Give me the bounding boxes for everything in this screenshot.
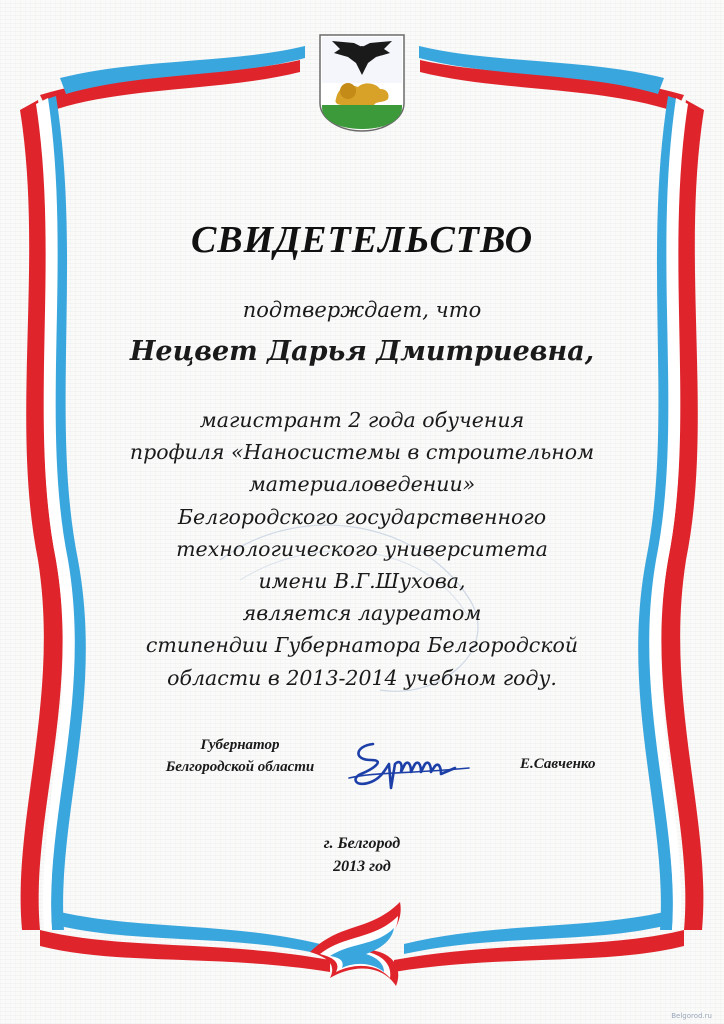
- body-line: стипендии Губернатора Белгородской: [145, 633, 579, 658]
- body-line: Белгородского государственного: [177, 504, 547, 529]
- recipient-name: Нецвет Дарья Дмитриевна,: [129, 336, 595, 367]
- year-text: 2013 год: [333, 858, 391, 875]
- place-text: г. Белгород: [323, 835, 401, 852]
- confirms-text: подтверждает, что: [242, 298, 482, 322]
- body-line: имени В.Г.Шухова,: [258, 569, 466, 594]
- signatory-title-line: Губернатор: [200, 737, 280, 753]
- body-line: материаловедении»: [248, 472, 476, 497]
- signature: [345, 738, 475, 798]
- body-line: технологического университета: [176, 536, 548, 561]
- body-line: области в 2013-2014 учебном году.: [167, 665, 557, 690]
- body-line: является лауреатом: [242, 601, 482, 626]
- certificate-body: [0, 404, 724, 694]
- bird-flag-logo: [300, 882, 430, 992]
- coat-of-arms-emblem: [318, 33, 406, 133]
- body-line: магистрант 2 года обучения: [199, 408, 525, 432]
- body-line: профиля «Наносистемы в строительном: [129, 440, 595, 465]
- signatory-title-line: Белгородской области: [165, 759, 315, 775]
- signatory-title: [140, 734, 340, 778]
- place-and-date: [0, 832, 724, 878]
- signatory-name: Е.Савченко: [520, 756, 596, 772]
- watermark: Belgorod.ru: [671, 1012, 712, 1020]
- certificate-title: СВИДЕТЕЛЬСТВО: [190, 219, 534, 261]
